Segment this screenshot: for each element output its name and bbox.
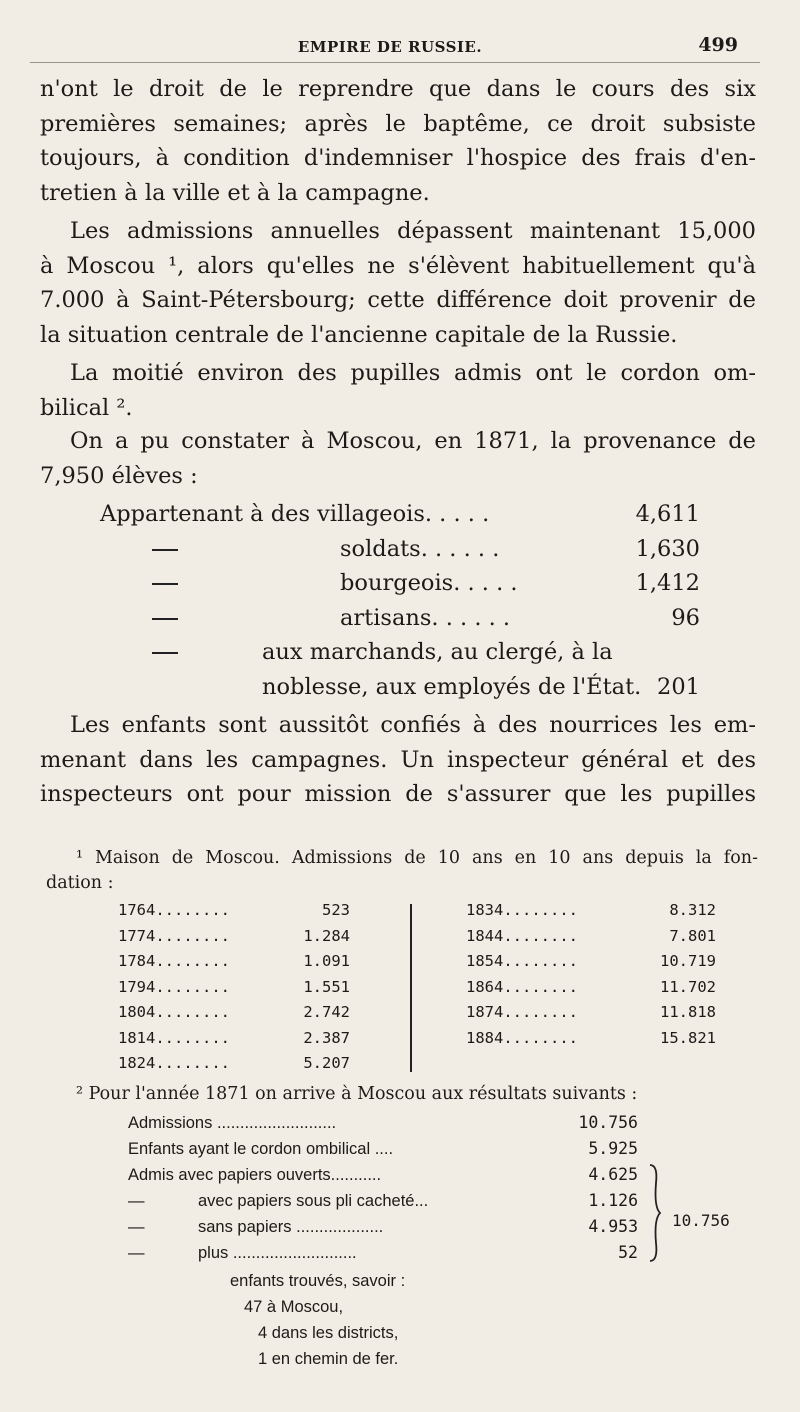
provenance-value: 4,611 — [635, 501, 700, 527]
text-line: tretien à la ville et à la campagne. — [40, 179, 430, 206]
brace-total: 10.756 — [672, 1211, 730, 1230]
stat-value: 4.625 — [588, 1165, 638, 1184]
stat-row — [128, 1214, 638, 1240]
stat-label: Admis avec papiers ouverts........... — [128, 1166, 382, 1184]
text-line: 7,950 élèves : — [40, 462, 198, 489]
year-cell: 1874........ — [466, 1003, 578, 1021]
provenance-label: bourgeois. . . . . — [340, 570, 518, 596]
tail-line: 47 à Moscou, — [244, 1298, 344, 1316]
table-row — [118, 1000, 350, 1026]
year-cell: 1824........ — [118, 1054, 230, 1072]
stat-value: 52 — [618, 1243, 638, 1262]
column-divider — [410, 904, 412, 1072]
table-row — [118, 898, 350, 924]
text-line: toujours, à condition d'indemniser l'hospice des frais d'en- — [40, 145, 756, 171]
year-cell: 1844........ — [466, 926, 578, 945]
provenance-label: aux marchands, au clergé, à la — [262, 639, 613, 665]
table-row — [466, 924, 716, 950]
running-title: EMPIRE DE RUSSIE. — [297, 38, 483, 56]
count-cell: 8.312 — [669, 901, 716, 919]
count-cell: 11.818 — [660, 1003, 716, 1021]
count-cell: 11.702 — [660, 977, 716, 996]
count-cell: 1.551 — [303, 977, 350, 996]
count-cell: 2.742 — [303, 1003, 350, 1021]
text-line: la situation centrale de l'ancienne capitale de la Russie. — [40, 321, 678, 348]
table-row — [118, 1026, 350, 1052]
stat-label: avec papiers sous pli cacheté... — [198, 1192, 429, 1210]
provenance-list — [40, 497, 756, 704]
table-row — [466, 898, 716, 924]
text-line: On a pu constater à Moscou, en 1871, la provenance de — [70, 428, 756, 454]
provenance-value: 96 — [671, 604, 700, 631]
ditto-dash: — — [128, 1218, 145, 1236]
running-header — [40, 32, 740, 62]
stat-row — [128, 1240, 638, 1266]
stat-label: Enfants ayant le cordon ombilical .... — [128, 1140, 394, 1158]
text-line: n'ont le droit de le reprendre que dans le cours des six — [40, 76, 756, 102]
stat-row — [128, 1136, 638, 1162]
table-row — [466, 1026, 716, 1052]
admissions-column-right — [466, 898, 716, 1051]
text-line: 7.000 à Saint-Pétersbourg; cette différence doit provenir de — [40, 287, 756, 313]
provenance-row — [40, 601, 756, 636]
footnote-1 — [46, 846, 758, 895]
footnote-2-intro: ² Pour l'année 1871 on arrive à Moscou aux résultats suivants : — [76, 1084, 638, 1104]
paragraph-1 — [40, 72, 756, 210]
stat-label: sans papiers ................... — [198, 1218, 384, 1236]
year-cell: 1784........ — [118, 952, 230, 970]
text-line: bilical ². — [40, 394, 133, 421]
brace-icon — [648, 1163, 662, 1263]
provenance-row — [40, 532, 756, 567]
table-row — [466, 975, 716, 1001]
provenance-value: 201 — [657, 673, 700, 700]
stat-row — [128, 1162, 638, 1188]
provenance-row — [40, 670, 756, 705]
table-row — [118, 924, 350, 950]
provenance-label: soldats. . . . . . — [340, 535, 500, 562]
provenance-row — [40, 497, 756, 532]
stat-label: plus ........................... — [198, 1244, 357, 1262]
text-line: Les admissions annuelles dépassent maintenant 15,000 — [70, 218, 756, 244]
provenance-label: Appartenant à des villageois. . . . . — [100, 501, 490, 527]
paragraph-5 — [40, 708, 756, 812]
year-cell: 1864........ — [466, 977, 578, 996]
provenance-row — [40, 566, 756, 601]
count-cell: 10.719 — [660, 952, 716, 970]
year-cell: 1884........ — [466, 1028, 578, 1047]
table-row — [466, 1000, 716, 1026]
stat-value: 4.953 — [588, 1217, 638, 1236]
footnote-line: dation : — [46, 872, 114, 893]
table-row — [118, 1051, 350, 1077]
year-cell: 1764........ — [118, 901, 230, 919]
tail-line: 1 en chemin de fer. — [258, 1350, 399, 1368]
year-cell: 1854........ — [466, 952, 578, 970]
table-row — [118, 949, 350, 975]
admissions-table — [118, 898, 718, 1078]
year-cell: 1834........ — [466, 901, 578, 919]
stat-value: 1.126 — [588, 1191, 638, 1210]
page-number: 499 — [698, 34, 738, 56]
tail-line: 4 dans les districts, — [258, 1324, 399, 1342]
text-line: inspecteurs ont pour mission de s'assurer que les pupilles — [40, 781, 756, 807]
year-cell: 1774........ — [118, 926, 230, 945]
year-cell: 1804........ — [118, 1003, 230, 1021]
header-rule — [30, 62, 760, 63]
ditto-dash — [152, 549, 178, 551]
ditto-dash: — — [128, 1192, 145, 1210]
count-cell: 1.091 — [303, 952, 350, 970]
paragraph-3 — [40, 356, 756, 425]
table-row — [466, 949, 716, 975]
ditto-dash — [152, 618, 178, 620]
text-line: premières semaines; après le baptême, ce droit subsiste — [40, 110, 756, 137]
stat-row — [128, 1188, 638, 1214]
year-cell: 1794........ — [118, 977, 230, 996]
count-cell: 7.801 — [669, 926, 716, 945]
count-cell: 2.387 — [303, 1028, 350, 1047]
provenance-value: 1,412 — [635, 570, 700, 596]
count-cell: 1.284 — [303, 926, 350, 945]
text-line: menant dans les campagnes. Un inspecteur général et des — [40, 746, 756, 773]
ditto-dash — [152, 652, 178, 654]
footnote-line: ¹ Maison de Moscou. Admissions de 10 ans en 10 ans depuis la fon- — [76, 848, 758, 868]
count-cell: 523 — [322, 901, 350, 919]
text-line: à Moscou ¹, alors qu'elles ne s'élèvent habituellement qu'à — [40, 252, 756, 279]
ditto-dash — [152, 583, 178, 585]
year-cell: 1814........ — [118, 1028, 230, 1047]
admissions-column-left — [118, 898, 350, 1077]
provenance-label: artisans. . . . . . — [340, 604, 511, 631]
table-row — [118, 975, 350, 1001]
stat-value: 10.756 — [578, 1113, 638, 1132]
stat-row — [128, 1110, 638, 1136]
provenance-value: 1,630 — [635, 535, 700, 562]
count-cell: 5.207 — [303, 1054, 350, 1072]
provenance-row — [40, 635, 756, 670]
ditto-dash: — — [128, 1244, 145, 1262]
stat-value: 5.925 — [588, 1139, 638, 1158]
count-cell: 15.821 — [660, 1028, 716, 1047]
paragraph-4 — [40, 424, 756, 493]
stat-label: Admissions .......................... — [128, 1114, 337, 1132]
provenance-label: noblesse, aux employés de l'État. — [262, 673, 642, 700]
text-line: Les enfants sont aussitôt confiés à des nourrices les em- — [70, 712, 756, 738]
text-line: La moitié environ des pupilles admis ont le cordon om- — [70, 360, 756, 386]
paragraph-2 — [40, 214, 756, 352]
tail-line: enfants trouvés, savoir : — [230, 1272, 406, 1290]
